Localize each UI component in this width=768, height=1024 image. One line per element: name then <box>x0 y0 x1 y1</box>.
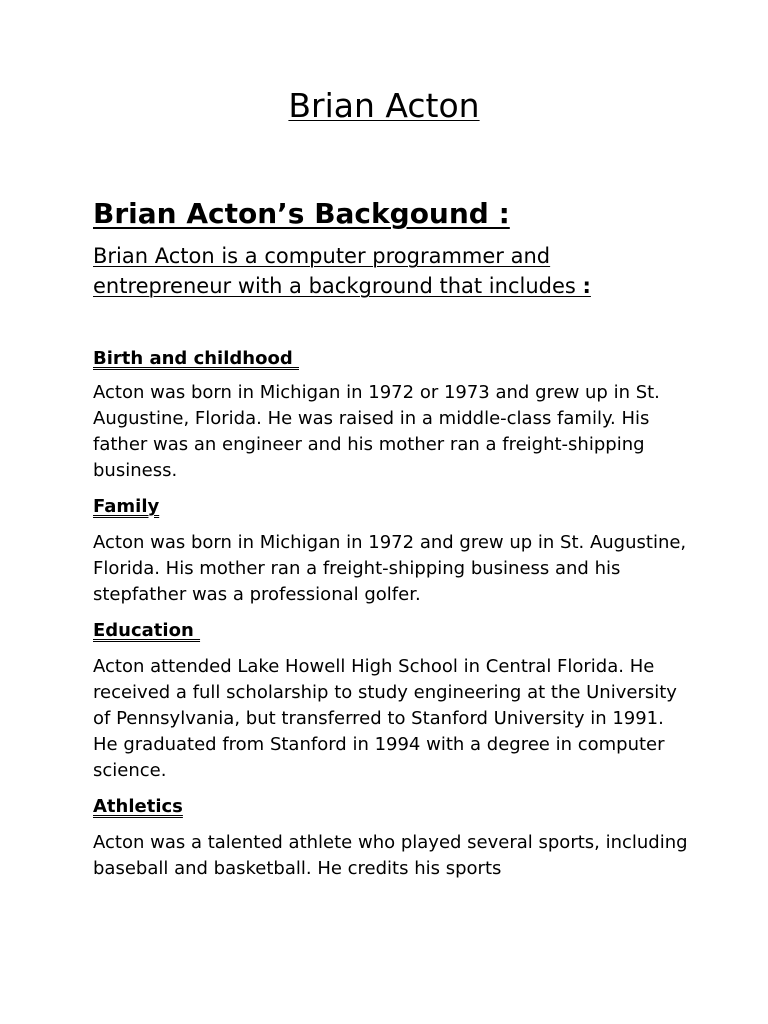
subheading-athletics: Athletics <box>93 796 183 817</box>
paragraph-birth-and-childhood: Acton was born in Michigan in 1972 or 1973 and grew up in St. Augustine, Florida. He was raised in a middle-class family. His father was an engineer and his mother ran a freight-shipping business. <box>93 382 660 481</box>
subheading-education: Education <box>93 620 201 641</box>
section-heading: Brian Acton’s Backgound : <box>93 197 510 230</box>
document-body <box>93 195 693 882</box>
paragraph-education: Acton attended Lake Howell High School in Central Florida. He received a full scholarship to study engineering at the University of Pennsylvania, but transferred to Stanford University in 1991. He graduated from Stanford in 1994 with a degree in computer science. <box>93 656 677 781</box>
subheading-birth-and-childhood: Birth and childhood <box>93 348 299 369</box>
intro-text: Brian Acton is a computer programmer and entrepreneur with a background that includes <box>93 244 576 298</box>
paragraph-athletics: Acton was a talented athlete who played several sports, including baseball and basketball. He credits his sports <box>93 832 688 879</box>
document-title: Brian Acton <box>288 86 480 125</box>
subheading-family: Family <box>93 496 160 517</box>
paragraph-family: Acton was born in Michigan in 1972 and grew up in St. Augustine, Florida. His mother ran a freight-shipping business and his stepfather was a professional golfer. <box>93 532 687 605</box>
intro-paragraph <box>93 241 693 301</box>
intro-colon: : <box>582 274 591 298</box>
